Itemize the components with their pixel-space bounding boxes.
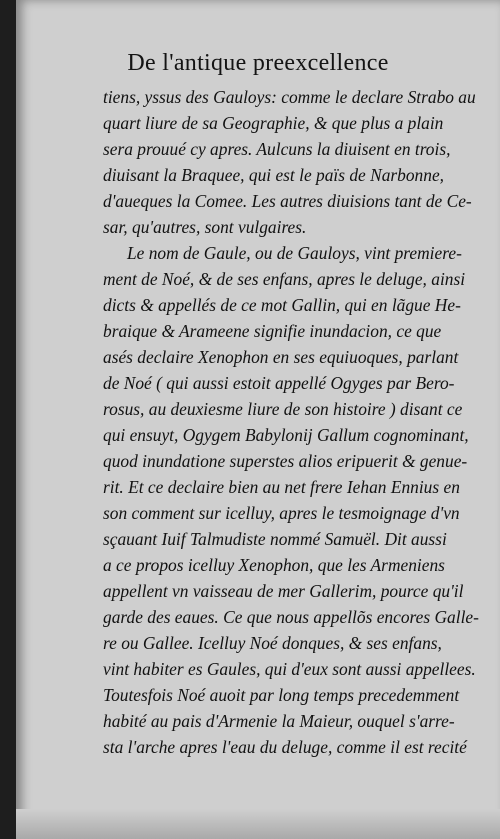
book-page xyxy=(16,0,500,839)
text-line: rosus, au deuxiesme liure de son histoire ) disant ce xyxy=(103,399,463,419)
text-line: quart liure de sa Geographie, & que plus a plain xyxy=(103,113,444,133)
text-line: habité au pais d'Armenie la Maieur, ouquel s'arre- xyxy=(103,711,455,731)
text-line: a ce propos icelluy Xenophon, que les Armeniens xyxy=(103,555,445,575)
text-line: asés declaire Xenophon en ses equiuoques, parlant xyxy=(103,347,459,367)
text-line: ment de Noé, & de ses enfans, apres le deluge, ainsi xyxy=(103,269,466,289)
text-line: re ou Gallee. Icelluy Noé donques, & ses enfans, xyxy=(103,633,442,653)
text-line: quod inundatione superstes alios eripuerit & genue- xyxy=(103,451,468,471)
body-text xyxy=(103,84,491,760)
text-line: sta l'arche apres l'eau du deluge, comme il est recité xyxy=(103,737,467,757)
text-line: vint habiter es Gaules, qui d'eux sont aussi appellees. xyxy=(103,659,476,679)
paragraph-start-line: Le nom de Gaule, ou de Gauloys, vint premiere- xyxy=(127,243,462,263)
text-line: de Noé ( qui aussi estoit appellé Ogyges par Bero- xyxy=(103,373,455,393)
text-line: sera prouué cy apres. Aulcuns la diuisent en trois, xyxy=(103,139,451,159)
text-line: braique & Arameene signifie inundacion, ce que xyxy=(103,321,442,341)
text-line: sçauant Iuif Talmudiste nommé Samuël. Dit aussi xyxy=(103,529,447,549)
text-line: garde des eaues. Ce que nous appellõs encores Galle- xyxy=(103,607,479,627)
text-line: qui ensuyt, Ogygem Babylonij Gallum cognominant, xyxy=(103,425,469,445)
text-line: diuisant la Braquee, qui est le païs de Narbonne, xyxy=(103,165,445,185)
text-line: sar, qu'autres, sont vulgaires. xyxy=(103,217,307,237)
text-line: Toutesfois Noé auoit par long temps precedemment xyxy=(103,685,460,705)
text-line: d'aueques la Comee. Les autres diuisions tant de Ce- xyxy=(103,191,472,211)
text-line: appellent vn vaisseau de mer Gallerim, pource qu'il xyxy=(103,581,464,601)
running-header: De l'antique preexcellence xyxy=(127,50,389,76)
text-line: dicts & appellés de ce mot Gallin, qui en lãgue He- xyxy=(103,295,461,315)
text-line: son comment sur icelluy, apres le tesmoignage d'vn xyxy=(103,503,460,523)
text-line: rit. Et ce declaire bien au net frere Iehan Ennius en xyxy=(103,477,460,497)
text-line: tiens, yssus des Gauloys: comme le declare Strabo au xyxy=(103,87,476,107)
